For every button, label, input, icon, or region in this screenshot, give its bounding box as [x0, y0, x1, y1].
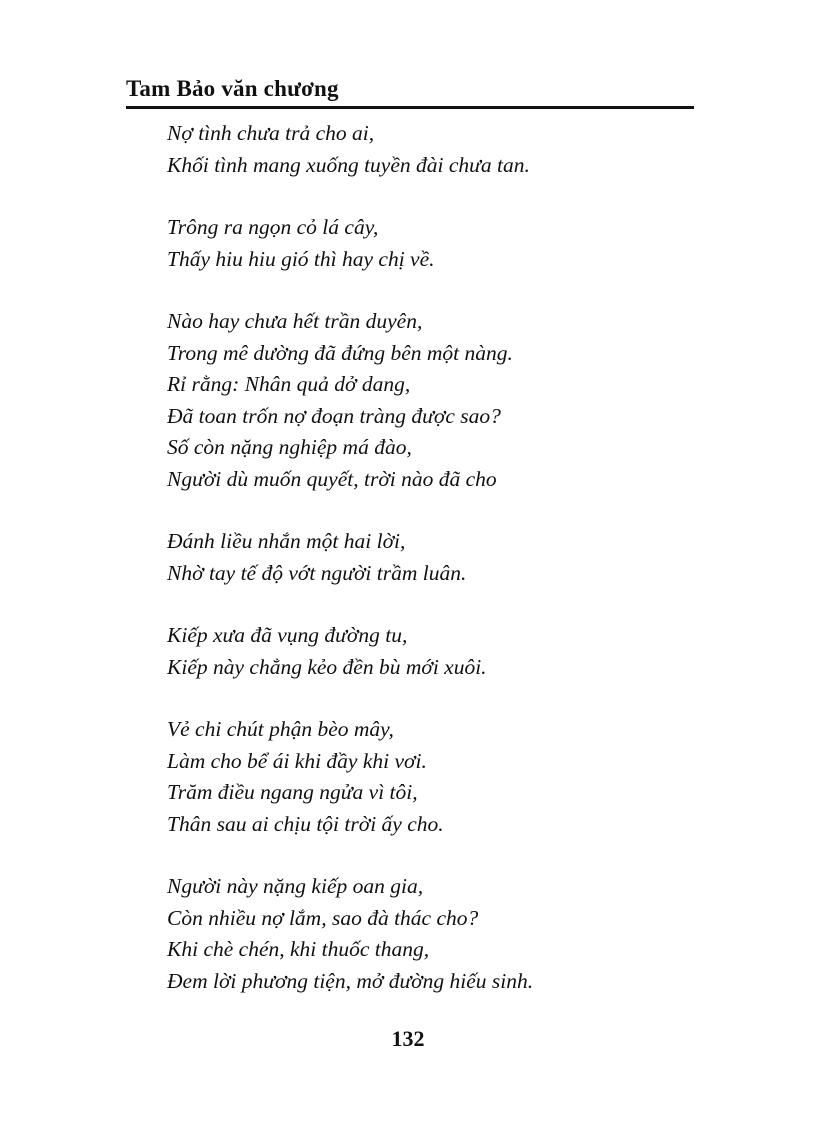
stanza-7 [167, 871, 687, 997]
verse-line: Còn nhiều nợ lắm, sao đà thác cho? [167, 905, 479, 930]
verse-line: Nợ tình chưa trả cho ai, [167, 121, 375, 145]
verse-line: Kiếp này chẳng kẻo đền bù mới xuôi. [167, 654, 487, 679]
poem-body [167, 118, 687, 1028]
verse-line: Nào hay chưa hết trần duyên, [167, 309, 423, 333]
stanza-1 [167, 118, 687, 181]
verse-line: Đánh liều nhắn một hai lời, [167, 529, 406, 553]
page-number: 132 [391, 1026, 425, 1051]
stanza-3 [167, 306, 687, 495]
verse-line: Đem lời phương tiện, mở đường hiếu sinh. [167, 968, 534, 993]
verse-line: Đã toan trốn nợ đoạn tràng được sao? [167, 403, 501, 428]
verse-line: Làm cho bể ái khi đầy khi vơi. [167, 748, 427, 773]
verse-line: Trăm điều ngang ngửa vì tôi, [167, 780, 418, 804]
verse-line: Khối tình mang xuống tuyền đài chưa tan. [167, 152, 530, 177]
running-header [126, 74, 694, 109]
stanza-2 [167, 212, 687, 275]
header-title: Tam Bảo văn chương [126, 76, 339, 101]
verse-line: Kiếp xưa đã vụng đường tu, [167, 623, 408, 647]
verse-line: Nhờ tay tế độ vớt người trầm luân. [167, 560, 467, 585]
verse-line: Rỉ rằng: Nhân quả dở dang, [167, 372, 411, 396]
verse-line: Thấy hiu hiu gió thì hay chị về. [167, 246, 435, 271]
verse-line: Vẻ chi chút phận bèo mây, [167, 717, 394, 741]
verse-line: Số còn nặng nghiệp má đào, [167, 435, 412, 459]
verse-line: Khi chè chén, khi thuốc thang, [167, 937, 430, 961]
stanza-4 [167, 526, 687, 589]
stanza-5 [167, 620, 687, 683]
verse-line: Trông ra ngọn cỏ lá cây, [167, 215, 379, 239]
verse-line: Người này nặng kiếp oan gia, [167, 874, 424, 898]
verse-line: Người dù muốn quyết, trời nào đã cho [167, 466, 497, 491]
stanza-6 [167, 714, 687, 840]
verse-line: Thân sau ai chịu tội trời ấy cho. [167, 811, 444, 836]
verse-line: Trong mê dường đã đứng bên một nàng. [167, 340, 513, 365]
